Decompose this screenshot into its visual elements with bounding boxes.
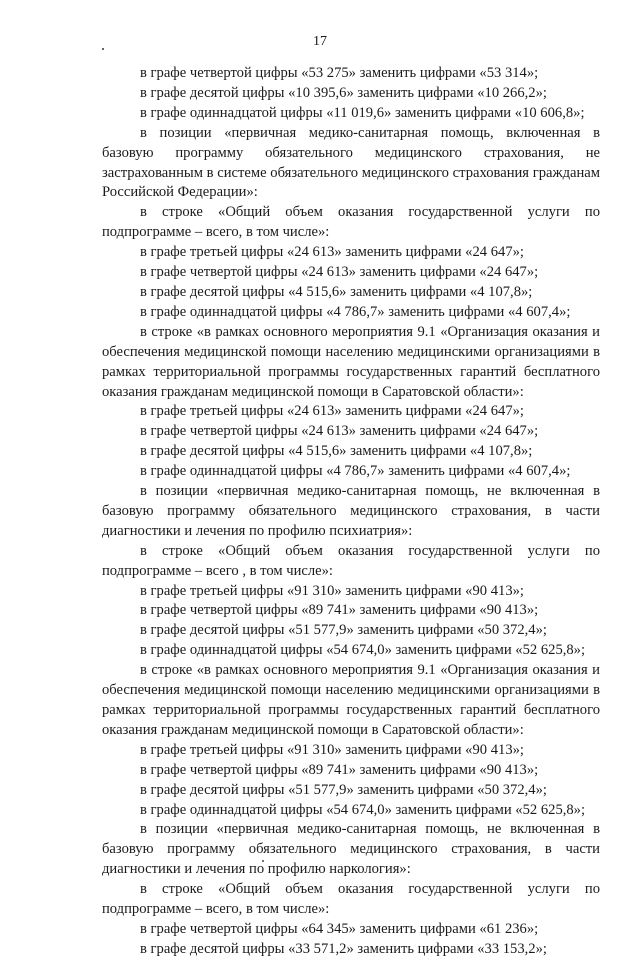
paragraph: в графе четвертой цифры «24 613» заменить цифрами «24 647»; [140, 264, 539, 281]
paragraph: в строке «Общий объем оказания государственной услуги по подпрограмме – всего , в том числе»: [102, 542, 600, 579]
paragraph: в позиции «первичная медико-санитарная помощь, включенная в базовую программу обязательного медицинского страхования, не застрахованным в системе обязательного медицинского страхования гражданам Российской Федерации»: [102, 124, 600, 201]
paragraph: в графе четвертой цифры «53 275» заменить цифрами «53 314»; [140, 65, 539, 81]
paragraph: в графе третьей цифры «91 310» заменить цифрами «90 413»; [140, 741, 524, 758]
paragraph: в графе одиннадцатой цифры «4 786,7» заменить цифрами «4 607,4»; [140, 463, 571, 480]
paragraph: в графе десятой цифры «51 577,9» заменить цифрами «50 372,4»; [140, 781, 547, 798]
paragraph: в графе одиннадцатой цифры «4 786,7» заменить цифрами «4 607,4»; [140, 303, 571, 320]
paragraph: в графе десятой цифры «4 515,6» заменить цифрами «4 107,8»; [140, 283, 533, 300]
paragraph: в графе третьей цифры «24 613» заменить цифрами «24 647»; [140, 403, 524, 420]
paragraph: в строке «в рамках основного мероприятия 9.1 «Организация оказания и обеспечения медицинской помощи населению медицинскими организациями в рамках территориальной программы государственных гарантий бесплатного оказания гражданам медицинской помощи в Саратовской области»: [102, 323, 600, 400]
scan-speck [102, 48, 104, 50]
paragraph: в строке «Общий объем оказания государственной услуги по подпрограмме – всего, в том числе»: [102, 204, 600, 241]
paragraph: в графе четвертой цифры «89 741» заменить цифрами «90 413»; [140, 602, 539, 619]
paragraph: в строке «Общий объем оказания государственной услуги по подпрограмме – всего, в том числе»: [102, 881, 600, 918]
page-number: 17 [313, 34, 327, 49]
paragraph: в графе одиннадцатой цифры «54 674,0» заменить цифрами «52 625,8»; [140, 642, 586, 659]
paragraph: в строке «в рамках основного мероприятия 9.1 «Организация оказания и обеспечения медицинской помощи населению медицинскими организациями в рамках территориальной программы государственных гарантий бесплатного оказания гражданам медицинской помощи в Саратовской области»: [102, 662, 600, 738]
paragraph: в графе третьей цифры «91 310» заменить цифрами «90 413»; [140, 582, 524, 599]
paragraph: в графе четвертой цифры «24 613» заменить цифрами «24 647»; [140, 423, 539, 440]
paragraph: в графе десятой цифры «4 515,6» заменить цифрами «4 107,8»; [140, 443, 533, 460]
paragraph: в графе четвертой цифры «89 741» заменить цифрами «90 413»; [140, 761, 539, 778]
paragraph: в графе одиннадцатой цифры «54 674,0» заменить цифрами «52 625,8»; [140, 801, 586, 818]
paragraph: в графе одиннадцатой цифры «11 019,6» заменить цифрами «10 606,8»; [140, 104, 585, 121]
paragraph: в позиции «первичная медико-санитарная помощь, не включенная в базовую программу обязательного медицинского страхования, в части диагностики и лечения по профилю психиатрия»: [102, 483, 600, 539]
document-body [102, 64, 600, 960]
paragraph: в графе десятой цифры «10 395,6» заменить цифрами «10 266,2»; [140, 84, 547, 101]
paragraph: в графе десятой цифры «33 571,2» заменить цифрами «33 153,2»; [140, 940, 547, 957]
paragraph: в графе четвертой цифры «64 345» заменить цифрами «61 236»; [140, 920, 539, 937]
paragraph: в графе третьей цифры «24 613» заменить цифрами «24 647»; [140, 244, 524, 261]
paragraph: в графе десятой цифры «51 577,9» заменить цифрами «50 372,4»; [140, 622, 547, 639]
paragraph: в позиции «первичная медико-санитарная помощь, не включенная в базовую программу обязательного медицинского страхования, в части диагностики и лечения по профилю наркология»: [102, 821, 600, 878]
